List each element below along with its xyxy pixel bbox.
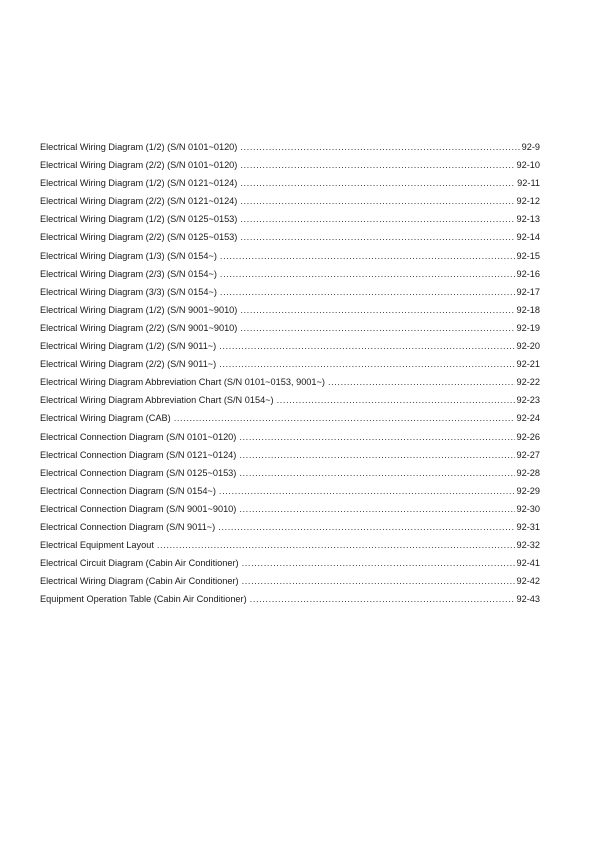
toc-entry[interactable] bbox=[40, 192, 540, 210]
toc-entry[interactable] bbox=[40, 590, 540, 608]
toc-dot-leader bbox=[239, 464, 514, 482]
toc-entry[interactable] bbox=[40, 446, 540, 464]
toc-entry[interactable] bbox=[40, 174, 540, 192]
toc-entry-page-number: 92-18 bbox=[516, 304, 540, 315]
toc-entry[interactable] bbox=[40, 536, 540, 554]
toc-entry-title: Electrical Wiring Diagram (1/3) (S/N 0154~) bbox=[40, 250, 217, 261]
toc-dot-leader bbox=[157, 536, 515, 554]
toc-entry-title: Electrical Wiring Diagram (1/2) (S/N 9001~9010) bbox=[40, 304, 238, 315]
toc-entry-page-number: 92-17 bbox=[516, 286, 540, 297]
toc-entry-page-number: 92-27 bbox=[516, 449, 540, 460]
toc-entry-page-number: 92-23 bbox=[516, 395, 540, 406]
toc-dot-leader bbox=[240, 210, 514, 228]
toc-entry-title: Equipment Operation Table (Cabin Air Conditioner) bbox=[40, 594, 247, 605]
toc-dot-leader bbox=[240, 138, 519, 156]
toc-entry[interactable] bbox=[40, 572, 540, 590]
toc-entry-title: Electrical Connection Diagram (S/N 9011~) bbox=[40, 521, 216, 532]
toc-entry[interactable] bbox=[40, 319, 540, 337]
toc-entry-page-number: 92-41 bbox=[516, 558, 540, 569]
toc-dot-leader bbox=[277, 391, 515, 409]
toc-entry[interactable] bbox=[40, 156, 540, 174]
toc-entry[interactable] bbox=[40, 482, 540, 500]
toc-entry-title: Electrical Wiring Diagram (Cabin Air Conditioner) bbox=[40, 576, 239, 587]
toc-entry-title: Electrical Connection Diagram (S/N 9001~9010) bbox=[40, 503, 237, 514]
toc-entry[interactable] bbox=[40, 247, 540, 265]
toc-entry-title: Electrical Wiring Diagram (1/2) (S/N 0125~0153) bbox=[40, 214, 238, 225]
toc-entry-page-number: 92-43 bbox=[516, 594, 540, 605]
toc-dot-leader bbox=[239, 446, 514, 464]
toc-entry[interactable] bbox=[40, 428, 540, 446]
toc-dot-leader bbox=[219, 337, 514, 355]
toc-entry-title: Electrical Connection Diagram (S/N 0125~0153) bbox=[40, 467, 237, 478]
toc-entry-title: Electrical Wiring Diagram (2/2) (S/N 9011~) bbox=[40, 359, 217, 370]
toc-entry-page-number: 92-16 bbox=[516, 268, 540, 279]
toc-dot-leader bbox=[240, 174, 515, 192]
toc-entry-title: Electrical Wiring Diagram (2/2) (S/N 9001~9010) bbox=[40, 322, 238, 333]
toc-entry-page-number: 92-9 bbox=[521, 142, 540, 152]
toc-entry-page-number: 92-13 bbox=[516, 214, 540, 225]
toc-entry[interactable] bbox=[40, 337, 540, 355]
toc-entry-page-number: 92-26 bbox=[516, 431, 540, 442]
toc-dot-leader bbox=[220, 265, 515, 283]
toc-entry-page-number: 92-30 bbox=[516, 503, 540, 514]
toc-entry-title: Electrical Wiring Diagram (2/2) (S/N 0125~0153) bbox=[40, 232, 238, 243]
toc-entry-page-number: 92-32 bbox=[516, 540, 540, 551]
toc-entry[interactable] bbox=[40, 301, 540, 319]
toc-entry[interactable] bbox=[40, 391, 540, 409]
toc-entry-page-number: 92-21 bbox=[516, 359, 540, 370]
toc-entry[interactable] bbox=[40, 283, 540, 301]
toc-dot-leader bbox=[240, 192, 514, 210]
toc-entry-title: Electrical Connection Diagram (S/N 0121~0124) bbox=[40, 449, 237, 460]
toc-entry-title: Electrical Connection Diagram (S/N 0101~0120) bbox=[40, 431, 237, 442]
toc-entry-title: Electrical Wiring Diagram (1/2) (S/N 9011~) bbox=[40, 341, 217, 352]
toc-entry-page-number: 92-42 bbox=[516, 576, 540, 587]
toc-dot-leader bbox=[242, 572, 515, 590]
toc-entry[interactable] bbox=[40, 500, 540, 518]
toc-entry-title: Electrical Circuit Diagram (Cabin Air Conditioner) bbox=[40, 558, 239, 569]
toc-dot-leader bbox=[240, 319, 514, 337]
toc-entry[interactable] bbox=[40, 265, 540, 283]
toc-dot-leader bbox=[240, 228, 514, 246]
toc-entry-title: Electrical Wiring Diagram (1/2) (S/N 0101~0120) bbox=[40, 142, 238, 152]
toc-dot-leader bbox=[328, 373, 515, 391]
toc-dot-leader bbox=[220, 283, 515, 301]
toc-entry-title: Electrical Wiring Diagram (2/2) (S/N 0121~0124) bbox=[40, 196, 238, 207]
toc-entry[interactable] bbox=[40, 228, 540, 246]
toc-entry-page-number: 92-29 bbox=[516, 485, 540, 496]
table-of-contents bbox=[40, 138, 540, 608]
toc-dot-leader bbox=[219, 355, 514, 373]
toc-dot-leader bbox=[250, 590, 515, 608]
toc-entry-page-number: 92-11 bbox=[517, 178, 540, 189]
toc-dot-leader bbox=[219, 482, 515, 500]
toc-dot-leader bbox=[220, 247, 515, 265]
toc-dot-leader bbox=[174, 409, 515, 427]
toc-entry[interactable] bbox=[40, 409, 540, 427]
toc-entry-title: Electrical Wiring Diagram (1/2) (S/N 0121~0124) bbox=[40, 178, 238, 189]
toc-entry-page-number: 92-19 bbox=[516, 322, 540, 333]
toc-entry-page-number: 92-10 bbox=[516, 160, 540, 171]
toc-dot-leader bbox=[240, 301, 514, 319]
toc-dot-leader bbox=[239, 500, 514, 518]
toc-entry-page-number: 92-15 bbox=[516, 250, 540, 261]
toc-entry-page-number: 92-24 bbox=[516, 413, 540, 424]
toc-entry[interactable] bbox=[40, 464, 540, 482]
toc-entry-title: Electrical Wiring Diagram (3/3) (S/N 0154~) bbox=[40, 286, 217, 297]
toc-entry-title: Electrical Wiring Diagram (2/2) (S/N 0101~0120) bbox=[40, 160, 238, 171]
toc-entry[interactable] bbox=[40, 554, 540, 572]
toc-entry-page-number: 92-31 bbox=[516, 521, 540, 532]
toc-dot-leader bbox=[218, 518, 514, 536]
toc-entry-title: Electrical Wiring Diagram Abbreviation Chart (S/N 0101~0153, 9001~) bbox=[40, 377, 325, 388]
toc-entry-title: Electrical Wiring Diagram Abbreviation Chart (S/N 0154~) bbox=[40, 395, 274, 406]
toc-entry[interactable] bbox=[40, 373, 540, 391]
toc-entry-title: Electrical Wiring Diagram (2/3) (S/N 0154~) bbox=[40, 268, 217, 279]
toc-entry[interactable] bbox=[40, 518, 540, 536]
toc-entry[interactable] bbox=[40, 138, 540, 156]
toc-entry-title: Electrical Wiring Diagram (CAB) bbox=[40, 413, 171, 424]
toc-entry-page-number: 92-14 bbox=[516, 232, 540, 243]
toc-entry-title: Electrical Connection Diagram (S/N 0154~) bbox=[40, 485, 216, 496]
toc-entry[interactable] bbox=[40, 210, 540, 228]
toc-entry-page-number: 92-28 bbox=[516, 467, 540, 478]
toc-entry-page-number: 92-12 bbox=[516, 196, 540, 207]
toc-entry-page-number: 92-20 bbox=[516, 341, 540, 352]
toc-dot-leader bbox=[242, 554, 515, 572]
toc-entry[interactable] bbox=[40, 355, 540, 373]
toc-dot-leader bbox=[239, 428, 514, 446]
toc-entry-title: Electrical Equipment Layout bbox=[40, 540, 154, 551]
toc-dot-leader bbox=[240, 156, 514, 174]
toc-entry-page-number: 92-22 bbox=[516, 377, 540, 388]
